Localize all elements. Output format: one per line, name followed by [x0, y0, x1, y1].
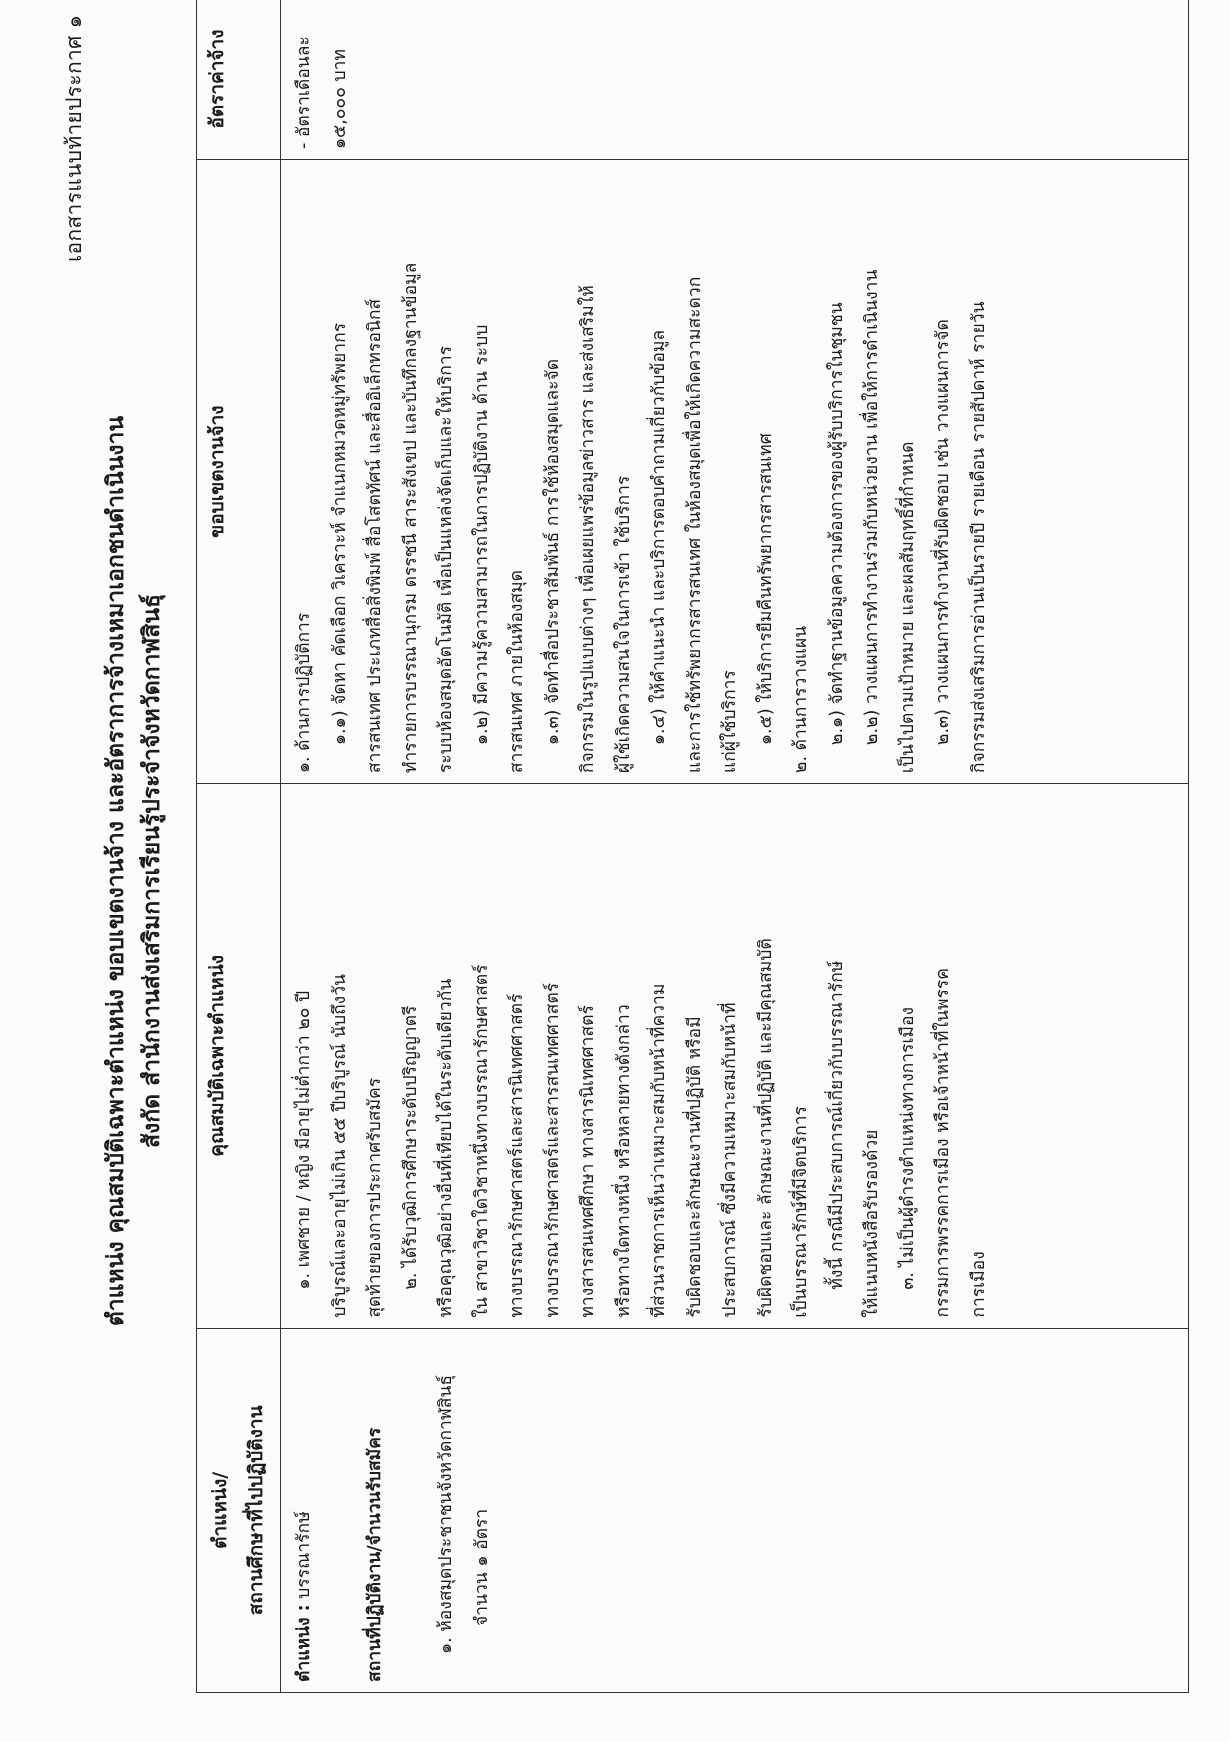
qualification-line: รับผิดชอบและ ลักษณะงานที่ปฏิบัติ และมีคุณสมบัติ [755, 938, 776, 1318]
scope-of-work-cell [281, 160, 1189, 784]
qualification-line: เป็นบรรณารักษ์ที่มีจิตบริการ [791, 1106, 811, 1318]
qualification-line: ทางสารสนเทศศึกษา ทางสารนิเทศศาสตร์ [578, 1005, 598, 1318]
scope-line: ๒.๒) วางแผนการทำงานร่วมกับหน่วยงาน เพื่อให้การดำเนินงาน [862, 269, 882, 746]
position-value: บรรณารักษ์ [294, 1511, 314, 1599]
qualification-line: ทางบรรณารักษศาสตร์และสารสนเทศศาสตร์ [542, 982, 563, 1318]
scope-line: แก่ผู้ใช้บริการ [720, 670, 740, 774]
qualification-line: ๑. เพศชาย / หญิง มีอายุไม่ต่ำกว่า ๒๐ ปี [294, 990, 314, 1290]
header-scope-of-work: ขอบเขตงานจ้าง [197, 160, 281, 784]
header-wage-rate: อัตราค่าจ้าง [197, 0, 281, 160]
wage-rate-amount: ๑๕,๐๐๐ บาท [329, 49, 350, 150]
position-cell [281, 1328, 1189, 1692]
header-workplace-line: สถานศึกษาที่ไปปฏิบัติงาน [244, 1405, 267, 1616]
scope-line: ๑. ด้านการปฏิบัติการ [294, 612, 314, 774]
qualification-line: หรือทางใดทางหนึ่ง หรือหลายทางดังกล่าว [613, 1004, 634, 1318]
job-specification-table [196, 0, 1189, 1693]
qualification-line: ให้แนบหนังสือรับรองด้วย [862, 1129, 882, 1318]
scope-line: ทำรายการบรรณานุกรม ดรรชนี สาระสังเขป และบันทึกลงฐานข้อมูล [400, 262, 421, 774]
workplace-item: ๑. ห้องสมุดประชาชนจังหวัดกาฬสินธุ์ [436, 1374, 456, 1654]
scope-line: กิจกรรมในรูปแบบต่างๆ เพื่อเผยแพร่ข้อมูลข่าวสาร และส่งเสริมให้ [578, 285, 598, 774]
header-position-line: ตำแหน่ง/ [209, 1471, 231, 1549]
qualification-line: สุดท้ายของการประกาศรับสมัคร [365, 1077, 385, 1318]
vacancy-count: จำนวน ๑ อัตรา [471, 1508, 492, 1626]
scope-line: เป็นไปตามเป้าหมาย และผลสัมฤทธิ์ที่กำหนด [897, 441, 918, 774]
scope-line: กิจกรรมส่งเสริมการอ่านเป็นรายปี รายเดือน รายสัปดาห์ รายวัน [968, 301, 989, 774]
scope-line: ๒.๑) จัดทำฐานข้อมูลความต้องการของผู้รับบริการในชุมชน [826, 302, 847, 746]
position-label: ตำแหน่ง : [294, 1604, 314, 1682]
qualification-line: ๒. ได้รับวุฒิการศึกษาระดับปริญญาตรี [400, 1005, 421, 1290]
workplace-heading: สถานที่ปฏิบัติงาน/จำนวนรับสมัคร [365, 1427, 385, 1682]
qualification-line: กรรมการพรรคการเมือง หรือเจ้าหน้าที่ในพรรค [933, 967, 953, 1318]
scope-line: ๑.๕) ให้บริการยืมคืนทรัพยากรสารสนเทศ [755, 433, 776, 746]
scope-line: ๒. ด้านการวางแผน [791, 625, 811, 774]
qualification-line: ทางบรรณารักษศาสตร์และสารนิเทศศาสตร์ [507, 993, 527, 1318]
attachment-label: เอกสารแนบท้ายประกาศ ๑ [62, 14, 86, 262]
qualification-line: ใน สาขาวิชาใดวิชาหนึ่งทางบรรณารักษศาสตร์ [471, 964, 492, 1318]
position-line [287, 1339, 323, 1682]
document-title: ตำแหน่ง คุณสมบัติเฉพาะตำแหน่ง ขอบเขตงานจ้าง และอัตราการจ้างเหมาเอกชนดำเนินงาน [103, 415, 129, 1327]
scope-line: ๑.๓) จัดทำสื่อประชาสัมพันธ์ การใช้ห้องสมุดและจัด [542, 358, 563, 746]
scope-line: และการใช้ทรัพยากรสารสนเทศ ในห้องสมุดเพื่อให้เกิดความสะดวก [684, 276, 705, 774]
qualification-line: รับผิดชอบและลักษณะงานที่ปฏิบัติ หรือมี [684, 1016, 705, 1318]
qualification-line: บริบูรณ์และอายุไม่เกิน ๕๕ ปีบริบูรณ์ นับถึงวัน [329, 973, 350, 1318]
qualification-line: การเมือง [968, 1251, 989, 1318]
scope-line: สารสนเทศ ประเภทสื่อสิ่งพิมพ์ สื่อโสตทัศน์ และสื่ออิเล็กทรอนิกส์ [365, 298, 385, 774]
qualification-line: ทั้งนี้ กรณีมีประสบการณ์เกี่ยวกับบรรณารักษ์ [826, 960, 847, 1290]
scope-line: ผู้ใช้เกิดความสนใจในการเข้า ใช้บริการ [613, 475, 634, 774]
qualifications-cell [281, 784, 1189, 1329]
wage-rate-line: - อัตราเดือนละ [294, 36, 314, 150]
scope-line: ๑.๔) ให้คำแนะนำ และบริการตอบคำถามเกี่ยวกับข้อมูล [649, 329, 669, 746]
header-position-workplace [197, 1328, 281, 1692]
scope-line: ระบบห้องสมุดอัตโนมัติ เพื่อเป็นแหล่งจัดเก็บและให้บริการ [436, 345, 456, 774]
qualification-line: หรือคุณวุฒิอย่างอื่นที่เทียบได้ในระดับเดียวกัน [436, 978, 456, 1318]
wage-rate-cell [281, 0, 1189, 160]
scope-line: ๒.๓) วางแผนการทำงานที่รับผิดชอบ เช่น วางแผนการจัด [933, 319, 953, 746]
table-header-row [197, 0, 281, 1693]
qualification-line: ที่ส่วนราชการเห็นว่าเหมาะสมกับหน้าที่ความ [649, 983, 669, 1318]
document-subtitle: สังกัด สำนักงานส่งเสริมการเรียนรู้ประจำจังหวัดกาฬสินธุ์ [139, 593, 165, 1149]
table-row [281, 0, 1189, 1693]
scope-line: สารสนเทศ ภายในห้องสมุด [507, 570, 527, 774]
qualification-line: ๓. ไม่เป็นผู้ดำรงตำแหน่งทางการเมือง [897, 1006, 918, 1290]
scope-line: ๑.๑) จัดหา คัดเลือก วิเคราะห์ จำแนกหมวดหมู่ทรัพยากร [329, 322, 350, 746]
scope-line: ๑.๒) มีความรู้ความสามารถในการปฏิบัติงาน ด้าน ระบบ [471, 324, 492, 746]
qualification-line: ประสบการณ์ ซึ่งมีความเหมาะสมกับหน้าที่ [720, 1002, 740, 1318]
header-qualifications: คุณสมบัติเฉพาะตำแหน่ง [197, 784, 281, 1329]
